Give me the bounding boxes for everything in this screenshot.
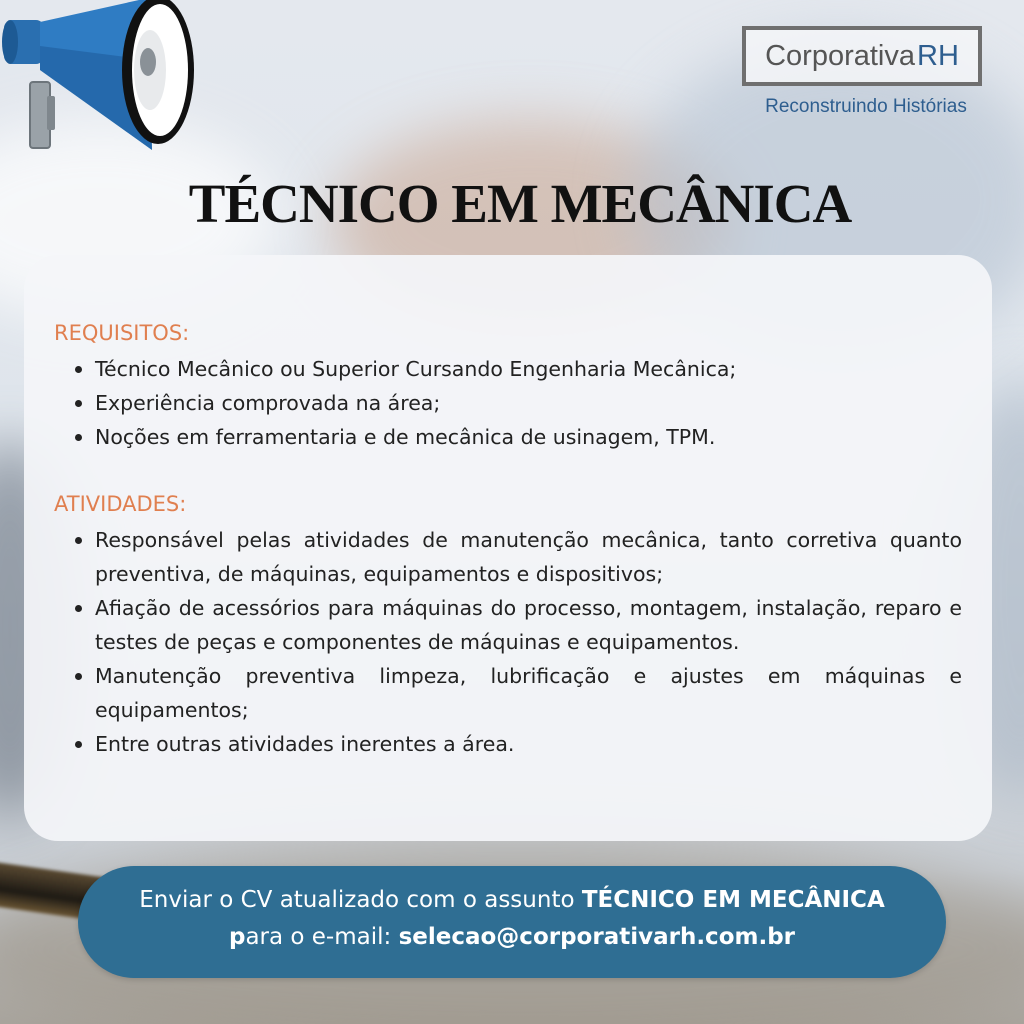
- cta-prefix: Enviar o CV atualizado com o assunto: [139, 887, 582, 913]
- cta-subject-line: [78, 887, 946, 913]
- logo-wordmark: [742, 26, 982, 86]
- requisito-item: Técnico Mecânico ou Superior Cursando Engenharia Mecânica;: [74, 352, 962, 386]
- cta-email-line: [78, 924, 946, 950]
- requisitos-heading: REQUISITOS:: [54, 321, 190, 345]
- requisitos-list: [74, 352, 962, 454]
- logo-brand-main: Corporativa: [765, 39, 915, 72]
- requisito-item: Experiência comprovada na área;: [74, 386, 962, 420]
- atividades-list: [74, 523, 962, 761]
- atividade-item: Afiação de acessórios para máquinas do processo, montagem, instalação, reparo e testes de peças e componentes de máquinas e equipamentos.: [74, 591, 962, 659]
- cta-email-address[interactable]: selecao@corporativarh.com.br: [398, 924, 796, 950]
- job-details-card: [24, 255, 992, 841]
- job-title: TÉCNICO EM MECÂNICA: [188, 173, 852, 234]
- company-logo: [742, 26, 990, 122]
- application-banner: [78, 866, 946, 978]
- cta-email-prefix: ara o e-mail:: [245, 924, 399, 950]
- atividade-item: Entre outras atividades inerentes a área.: [74, 727, 962, 761]
- atividade-item: Responsável pelas atividades de manutenção mecânica, tanto corretiva quanto preventiva, de máquinas, equipamentos e dispositivos;: [74, 523, 962, 591]
- logo-tagline: Reconstruindo Histórias: [765, 96, 967, 117]
- requisito-item: Noções em ferramentaria e de mecânica de usinagem, TPM.: [74, 420, 962, 454]
- cta-email-p: p: [228, 924, 246, 950]
- cta-subject: TÉCNICO EM MECÂNICA: [581, 887, 885, 913]
- logo-brand-accent: RH: [917, 39, 959, 72]
- atividades-heading: ATIVIDADES:: [54, 492, 187, 516]
- atividade-item: Manutenção preventiva limpeza, lubrificação e ajustes em máquinas e equipamentos;: [74, 659, 962, 727]
- megaphone-icon: [0, 0, 200, 160]
